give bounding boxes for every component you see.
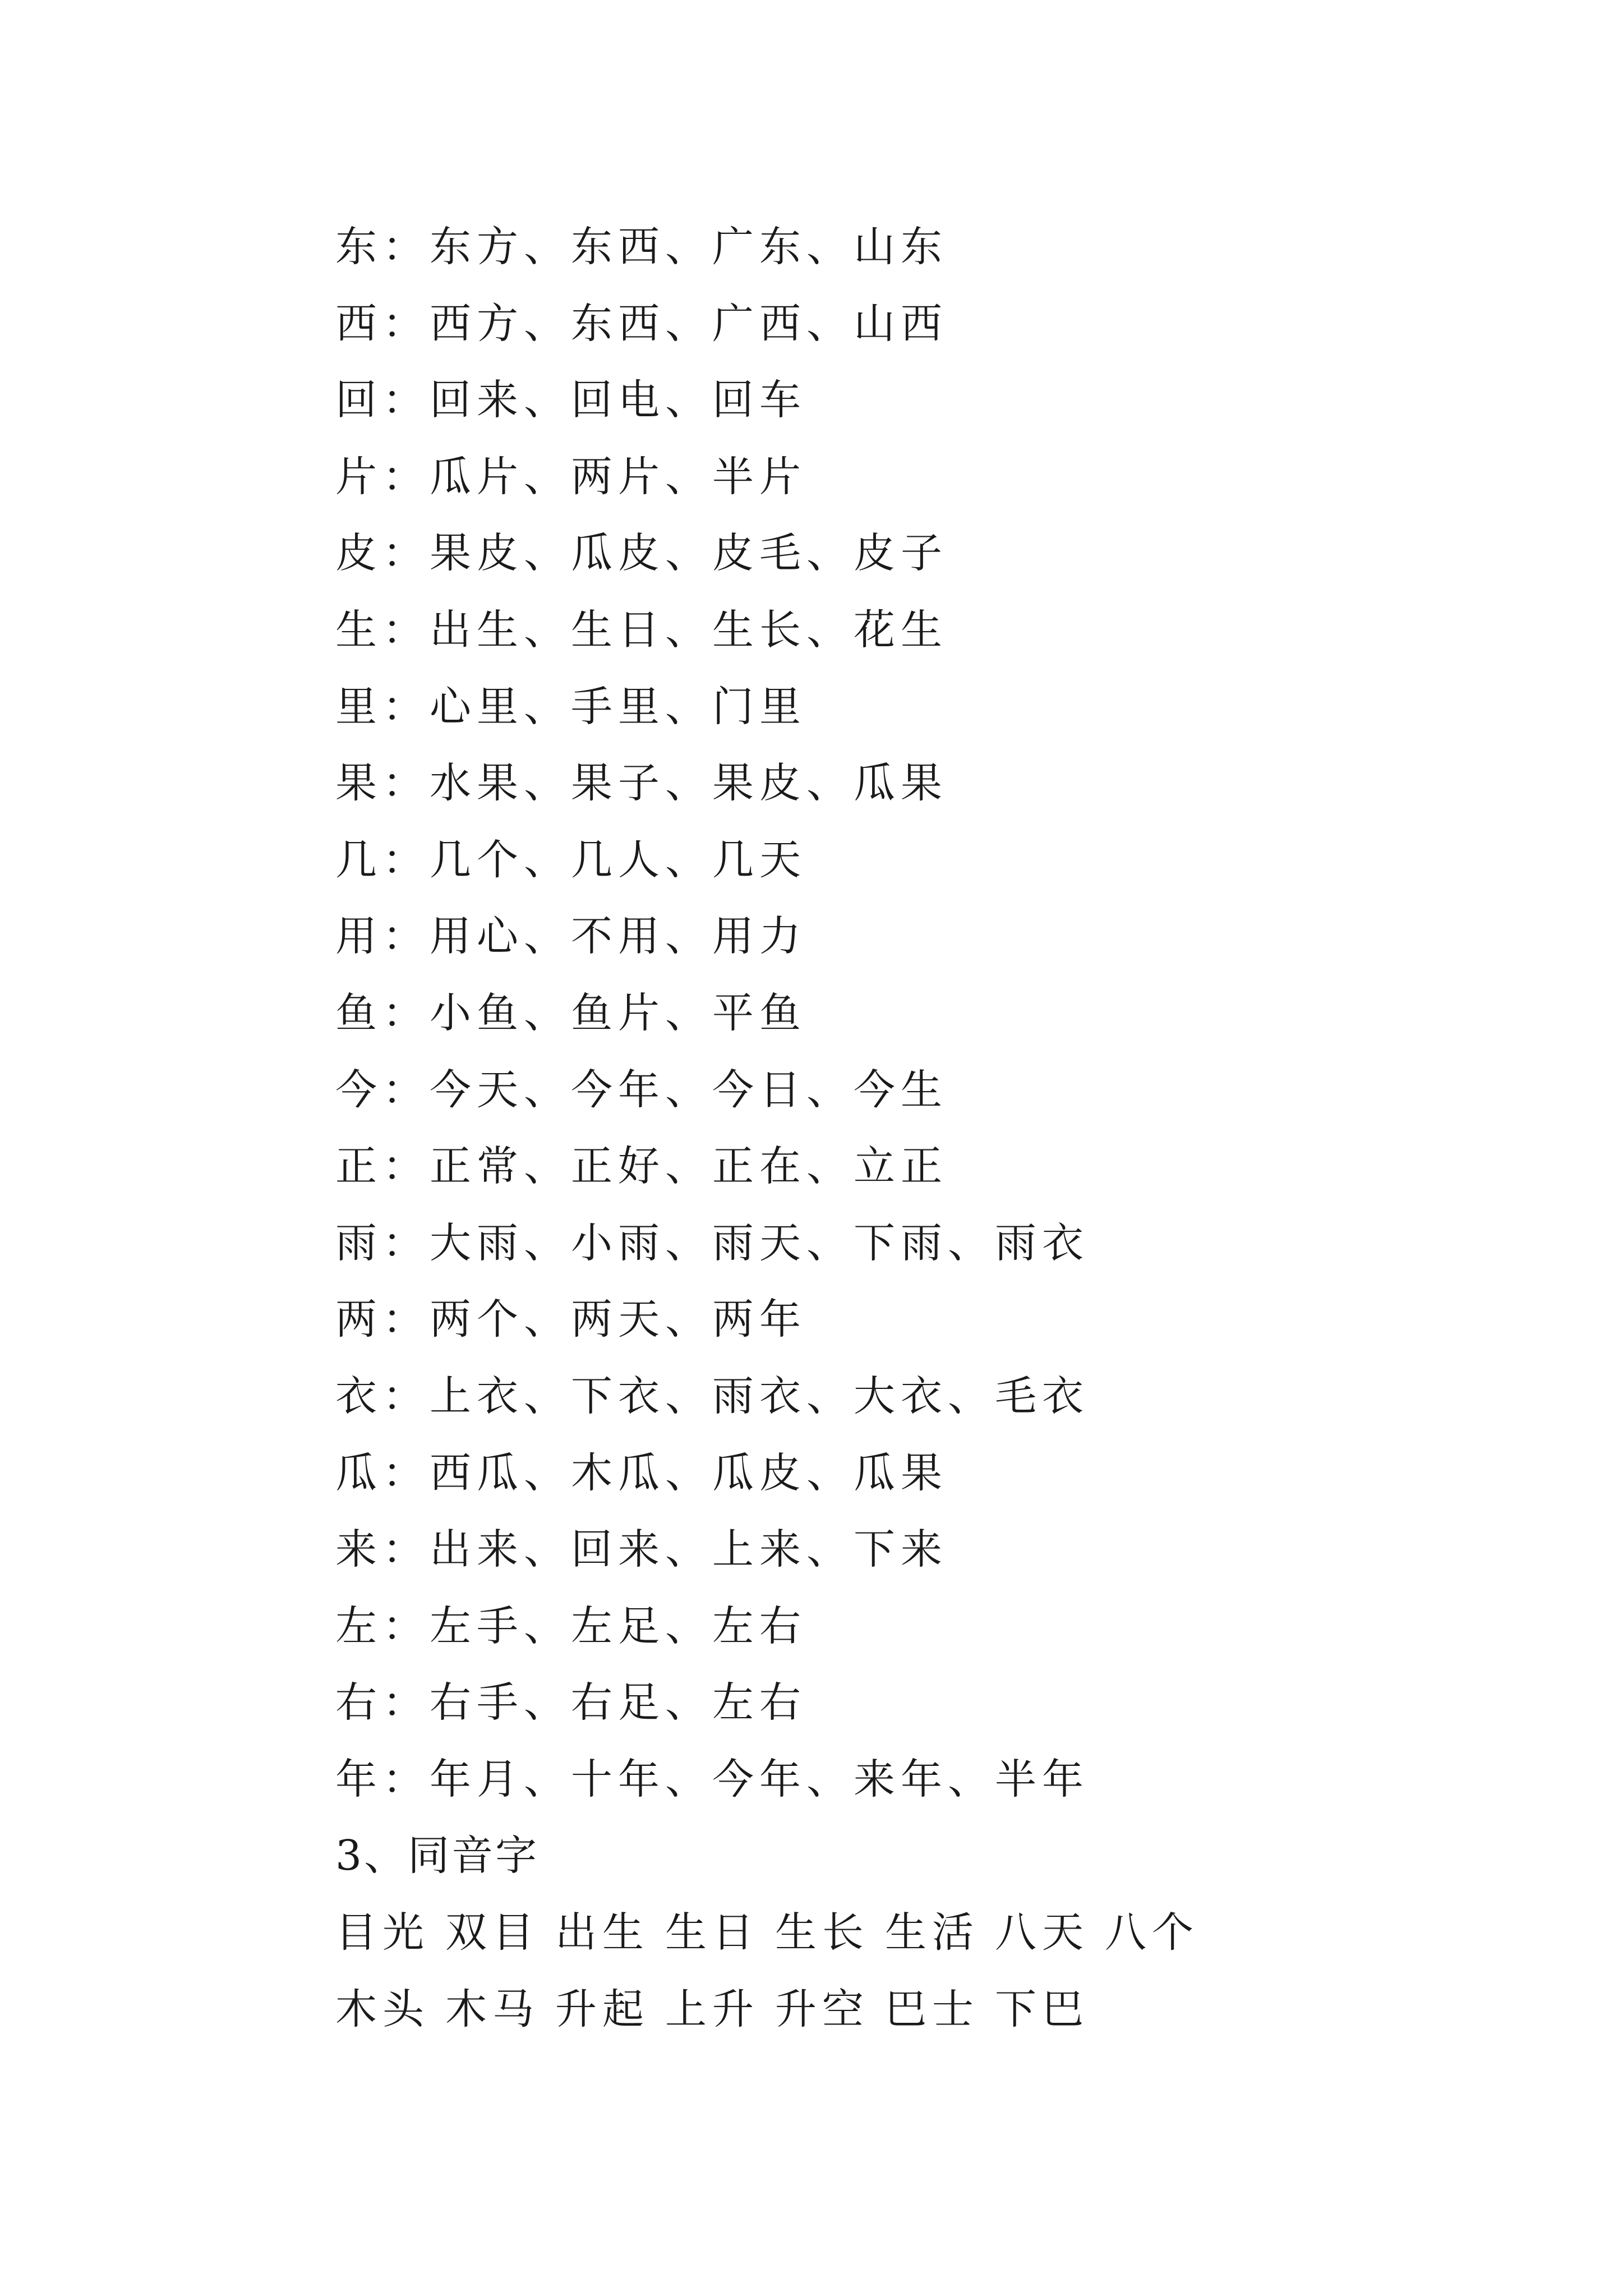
homophone-word: 木头 xyxy=(335,1985,430,2033)
entry-line: 今：今天、今年、今日、今生 xyxy=(335,1065,948,1114)
entry-line: 瓜：西瓜、木瓜、瓜皮、瓜果 xyxy=(335,1448,948,1497)
document-content xyxy=(335,209,1457,2047)
homophone-word: 上升 xyxy=(665,1985,759,2033)
homophone-word: 生活 xyxy=(885,1908,979,1957)
entry-line: 右：右手、右足、左右 xyxy=(335,1678,806,1727)
homophone-word: 双目 xyxy=(445,1908,540,1957)
entry-line: 衣：上衣、下衣、雨衣、大衣、毛衣 xyxy=(335,1372,1089,1420)
entry-line: 生：出生、生日、生长、花生 xyxy=(335,605,948,654)
entry-line: 西：西方、东西、广西、山西 xyxy=(335,299,948,348)
homophone-word: 出生 xyxy=(555,1908,649,1957)
entry-line: 片：瓜片、两片、半片 xyxy=(335,452,806,501)
homophone-word: 目光 xyxy=(335,1908,430,1957)
entry-line: 左：左手、左足、左右 xyxy=(335,1602,806,1650)
entry-line: 两：两个、两天、两年 xyxy=(335,1295,806,1344)
entry-line: 年：年月、十年、今年、来年、半年 xyxy=(335,1755,1089,1803)
homophone-row xyxy=(335,1971,1457,2048)
entry-line: 果：水果、果子、果皮、瓜果 xyxy=(335,759,948,808)
entry-line: 鱼：小鱼、鱼片、平鱼 xyxy=(335,988,806,1037)
homophone-word: 下巴 xyxy=(995,1985,1089,2033)
entry-line: 正：正常、正好、正在、立正 xyxy=(335,1142,948,1191)
homophone-word: 升空 xyxy=(775,1985,869,2033)
homophone-word: 八个 xyxy=(1105,1908,1199,1957)
entry-line: 几：几个、几人、几天 xyxy=(335,835,806,884)
entry-line: 里：心里、手里、门里 xyxy=(335,682,806,731)
homophone-word: 升起 xyxy=(555,1985,649,2033)
entry-line: 雨：大雨、小雨、雨天、下雨、雨衣 xyxy=(335,1218,1089,1267)
homophone-word: 八天 xyxy=(995,1908,1089,1957)
homophone-word: 生日 xyxy=(665,1908,759,1957)
homophone-row xyxy=(335,1894,1457,1971)
entry-line: 来：出来、回来、上来、下来 xyxy=(335,1525,948,1574)
entry-line: 东：东方、东西、广东、山东 xyxy=(335,223,948,271)
homophone-word: 生长 xyxy=(775,1908,869,1957)
section-heading: 3、同音字 xyxy=(335,1832,540,1880)
entry-line: 皮：果皮、瓜皮、皮毛、皮子 xyxy=(335,529,948,578)
homophone-word: 巴士 xyxy=(885,1985,979,2033)
entry-line: 用：用心、不用、用力 xyxy=(335,912,806,961)
entry-line: 回：回来、回电、回车 xyxy=(335,376,806,425)
homophone-word: 木马 xyxy=(445,1985,540,2033)
